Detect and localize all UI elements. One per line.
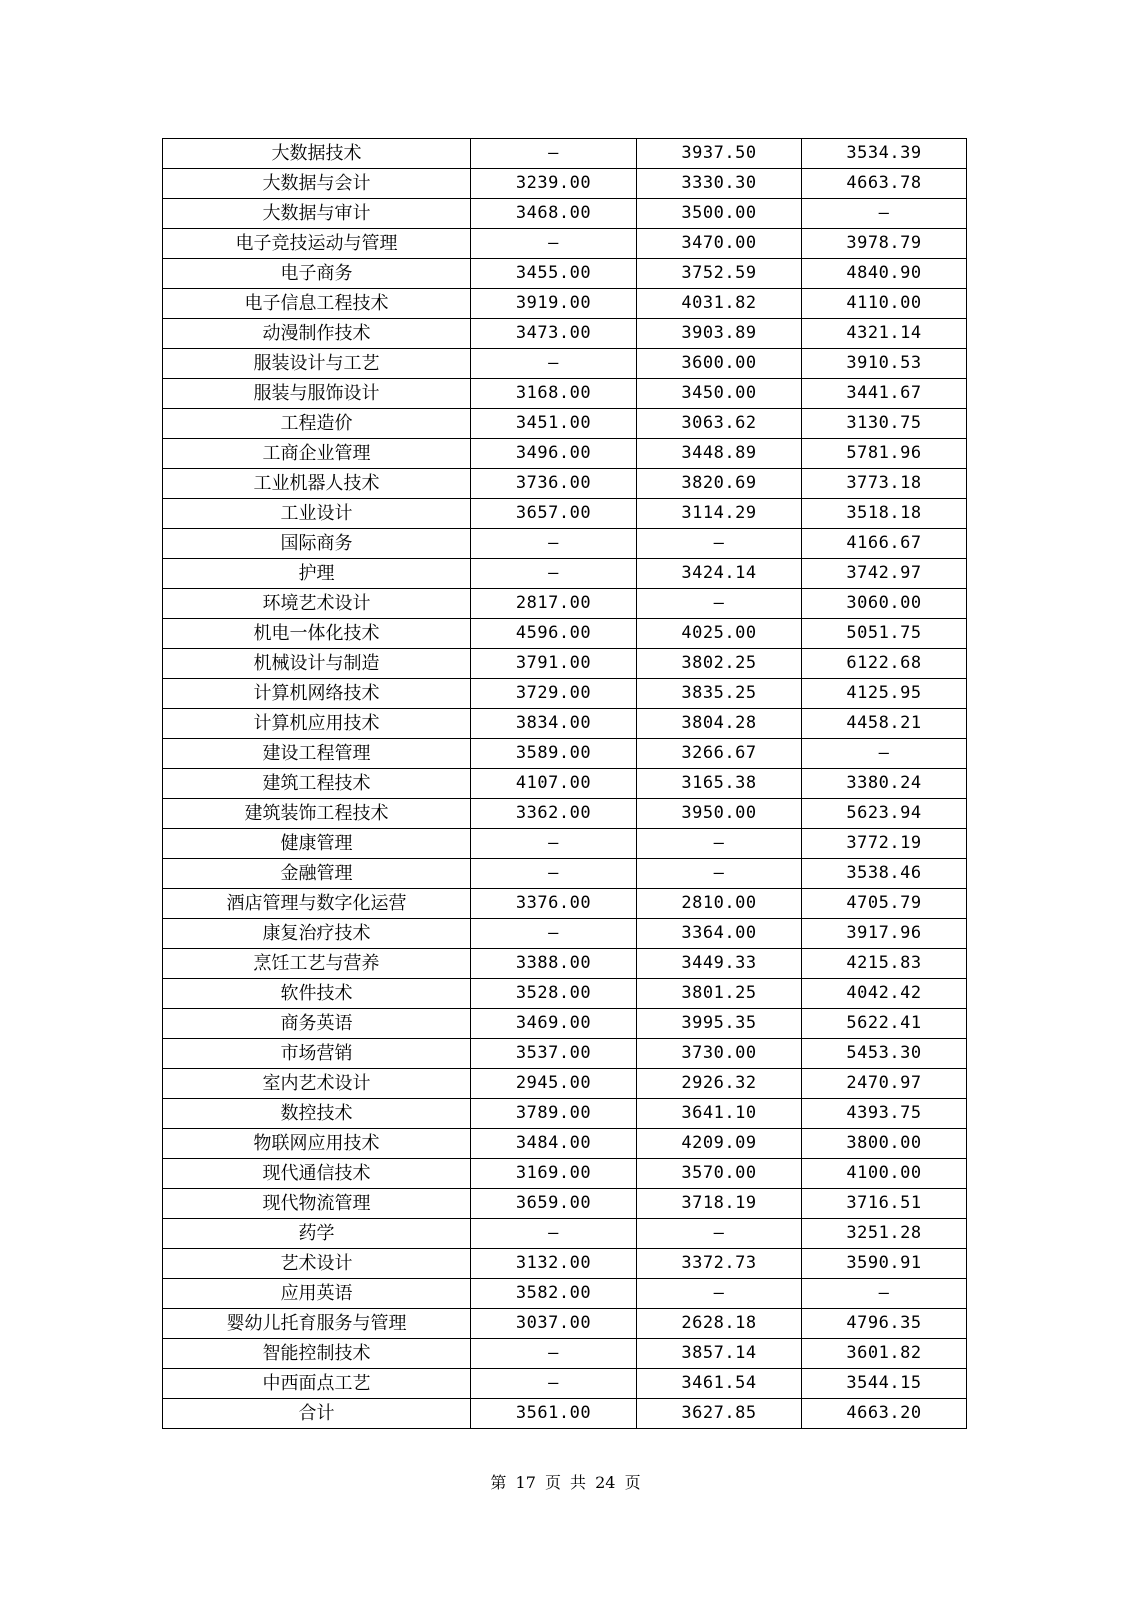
value-cell-col-4: 3742.97 (802, 559, 967, 589)
value-cell-col-2: 3469.00 (471, 1009, 637, 1039)
value-cell-col-2: 3537.00 (471, 1039, 637, 1069)
major-name-cell: 机电一体化技术 (163, 619, 471, 649)
table-row (163, 259, 967, 289)
major-name-cell: 护理 (163, 559, 471, 589)
value-cell-col-2: – (471, 529, 637, 559)
table-row (163, 229, 967, 259)
value-cell-col-3: 3718.19 (637, 1189, 802, 1219)
value-cell-col-4: 4215.83 (802, 949, 967, 979)
value-cell-col-2: 3168.00 (471, 379, 637, 409)
table-row (163, 829, 967, 859)
value-cell-col-3: 3995.35 (637, 1009, 802, 1039)
value-cell-col-2: 3239.00 (471, 169, 637, 199)
value-cell-col-2: – (471, 139, 637, 169)
major-name-cell: 烹饪工艺与营养 (163, 949, 471, 979)
value-cell-col-4: 3590.91 (802, 1249, 967, 1279)
major-name-cell: 动漫制作技术 (163, 319, 471, 349)
major-name-cell: 工业机器人技术 (163, 469, 471, 499)
value-cell-col-4: 3544.15 (802, 1369, 967, 1399)
table-row (163, 439, 967, 469)
value-cell-col-2: 3496.00 (471, 439, 637, 469)
table-row (163, 949, 967, 979)
table-row (163, 1219, 967, 1249)
value-cell-col-4: 4321.14 (802, 319, 967, 349)
value-cell-col-4: 3910.53 (802, 349, 967, 379)
value-cell-col-2: 4596.00 (471, 619, 637, 649)
value-cell-col-2: – (471, 229, 637, 259)
major-name-cell: 现代物流管理 (163, 1189, 471, 1219)
value-cell-col-3: 3641.10 (637, 1099, 802, 1129)
major-name-cell: 建筑装饰工程技术 (163, 799, 471, 829)
value-cell-col-4: – (802, 1279, 967, 1309)
value-cell-col-4: 2470.97 (802, 1069, 967, 1099)
value-cell-col-3: 3114.29 (637, 499, 802, 529)
major-name-cell: 中西面点工艺 (163, 1369, 471, 1399)
value-cell-col-2: 3789.00 (471, 1099, 637, 1129)
value-cell-col-2: 2945.00 (471, 1069, 637, 1099)
major-name-cell: 服装与服饰设计 (163, 379, 471, 409)
table-row (163, 859, 967, 889)
value-cell-col-3: 3450.00 (637, 379, 802, 409)
value-cell-col-3: – (637, 859, 802, 889)
page-number-footer: 第 17 页 共 24 页 (490, 1473, 641, 1492)
table-row (163, 1279, 967, 1309)
major-name-cell: 工程造价 (163, 409, 471, 439)
table-row (163, 889, 967, 919)
value-cell-col-3: 3903.89 (637, 319, 802, 349)
value-cell-col-2: 3169.00 (471, 1159, 637, 1189)
major-name-cell: 机械设计与制造 (163, 649, 471, 679)
value-cell-col-2: 3589.00 (471, 739, 637, 769)
major-name-cell: 物联网应用技术 (163, 1129, 471, 1159)
value-cell-col-4: 4663.78 (802, 169, 967, 199)
value-cell-col-2: 4107.00 (471, 769, 637, 799)
value-cell-col-4: 3601.82 (802, 1339, 967, 1369)
value-cell-col-2: 3376.00 (471, 889, 637, 919)
value-cell-col-4: 4042.42 (802, 979, 967, 1009)
value-cell-col-2: 3455.00 (471, 259, 637, 289)
value-cell-col-3: – (637, 1279, 802, 1309)
value-cell-col-3: 3752.59 (637, 259, 802, 289)
table-row (163, 1009, 967, 1039)
value-cell-col-2: 3528.00 (471, 979, 637, 1009)
value-cell-col-2: – (471, 1219, 637, 1249)
major-name-cell: 大数据与审计 (163, 199, 471, 229)
value-cell-col-4: 3978.79 (802, 229, 967, 259)
major-name-cell: 电子商务 (163, 259, 471, 289)
major-name-cell: 大数据与会计 (163, 169, 471, 199)
major-name-cell: 大数据技术 (163, 139, 471, 169)
value-cell-col-3: – (637, 529, 802, 559)
table-row (163, 319, 967, 349)
major-name-cell: 市场营销 (163, 1039, 471, 1069)
value-cell-col-4: 3441.67 (802, 379, 967, 409)
major-name-cell: 计算机应用技术 (163, 709, 471, 739)
table-row (163, 919, 967, 949)
value-cell-col-2: 3484.00 (471, 1129, 637, 1159)
value-cell-col-2: 2817.00 (471, 589, 637, 619)
table-row (163, 709, 967, 739)
major-name-cell: 应用英语 (163, 1279, 471, 1309)
value-cell-col-2: – (471, 1369, 637, 1399)
table-row (163, 409, 967, 439)
table-row (163, 739, 967, 769)
table-row (163, 679, 967, 709)
table-row (163, 349, 967, 379)
value-cell-col-3: 3937.50 (637, 139, 802, 169)
value-cell-col-2: 3919.00 (471, 289, 637, 319)
major-name-cell: 现代通信技术 (163, 1159, 471, 1189)
value-cell-col-2: – (471, 859, 637, 889)
value-cell-col-4: – (802, 199, 967, 229)
table-row (163, 199, 967, 229)
value-cell-col-3: 3448.89 (637, 439, 802, 469)
major-name-cell: 药学 (163, 1219, 471, 1249)
table-row (163, 499, 967, 529)
major-name-cell: 数控技术 (163, 1099, 471, 1129)
value-cell-col-4: 3130.75 (802, 409, 967, 439)
value-cell-col-4: 3772.19 (802, 829, 967, 859)
value-cell-col-3: 3063.62 (637, 409, 802, 439)
value-cell-col-3: 3165.38 (637, 769, 802, 799)
table-row (163, 1309, 967, 1339)
value-cell-col-4: 4100.00 (802, 1159, 967, 1189)
value-cell-col-4: 3060.00 (802, 589, 967, 619)
value-cell-col-4: 5622.41 (802, 1009, 967, 1039)
table-row (163, 799, 967, 829)
value-cell-col-2: 3659.00 (471, 1189, 637, 1219)
major-name-cell: 康复治疗技术 (163, 919, 471, 949)
table-row (163, 649, 967, 679)
value-cell-col-3: 3801.25 (637, 979, 802, 1009)
value-cell-col-2: 3388.00 (471, 949, 637, 979)
table-row (163, 769, 967, 799)
value-cell-col-3: 3627.85 (637, 1399, 802, 1429)
table-row (163, 289, 967, 319)
table-row (163, 1249, 967, 1279)
major-name-cell: 计算机网络技术 (163, 679, 471, 709)
value-cell-col-4: 4458.21 (802, 709, 967, 739)
table-row (163, 1189, 967, 1219)
value-cell-col-2: 3582.00 (471, 1279, 637, 1309)
value-cell-col-3: 3424.14 (637, 559, 802, 589)
major-name-cell: 服装设计与工艺 (163, 349, 471, 379)
value-cell-col-4: 3716.51 (802, 1189, 967, 1219)
table-row (163, 1369, 967, 1399)
value-cell-col-4: 5623.94 (802, 799, 967, 829)
value-cell-col-4: 4393.75 (802, 1099, 967, 1129)
table-row (163, 1399, 967, 1429)
major-name-cell: 电子信息工程技术 (163, 289, 471, 319)
value-cell-col-2: 3657.00 (471, 499, 637, 529)
table-row (163, 1129, 967, 1159)
table-row (163, 619, 967, 649)
value-cell-col-4: 4663.20 (802, 1399, 967, 1429)
table-row (163, 1159, 967, 1189)
value-cell-col-3: 4209.09 (637, 1129, 802, 1159)
major-name-cell: 环境艺术设计 (163, 589, 471, 619)
value-cell-col-3: 2926.32 (637, 1069, 802, 1099)
value-cell-col-3: 2628.18 (637, 1309, 802, 1339)
value-cell-col-2: 3132.00 (471, 1249, 637, 1279)
major-name-cell: 商务英语 (163, 1009, 471, 1039)
value-cell-col-4: 3251.28 (802, 1219, 967, 1249)
value-cell-col-3: 3804.28 (637, 709, 802, 739)
major-name-cell: 工商企业管理 (163, 439, 471, 469)
table-row (163, 1039, 967, 1069)
value-cell-col-3: 3461.54 (637, 1369, 802, 1399)
value-cell-col-4: 3534.39 (802, 139, 967, 169)
value-cell-col-4: 4166.67 (802, 529, 967, 559)
salary-table-body (163, 139, 967, 1429)
value-cell-col-4: – (802, 739, 967, 769)
value-cell-col-3: 3364.00 (637, 919, 802, 949)
salary-table (162, 138, 967, 1429)
value-cell-col-3: 3950.00 (637, 799, 802, 829)
table-row (163, 1339, 967, 1369)
major-name-cell: 室内艺术设计 (163, 1069, 471, 1099)
value-cell-col-3: 3730.00 (637, 1039, 802, 1069)
value-cell-col-4: 3800.00 (802, 1129, 967, 1159)
table-row (163, 469, 967, 499)
value-cell-col-4: 4705.79 (802, 889, 967, 919)
value-cell-col-4: 3773.18 (802, 469, 967, 499)
major-name-cell: 智能控制技术 (163, 1339, 471, 1369)
table-row (163, 139, 967, 169)
value-cell-col-2: 3037.00 (471, 1309, 637, 1339)
value-cell-col-2: 3561.00 (471, 1399, 637, 1429)
value-cell-col-4: 3380.24 (802, 769, 967, 799)
value-cell-col-4: 4110.00 (802, 289, 967, 319)
value-cell-col-3: 3449.33 (637, 949, 802, 979)
value-cell-col-3: 3372.73 (637, 1249, 802, 1279)
major-name-cell: 婴幼儿托育服务与管理 (163, 1309, 471, 1339)
table-row (163, 1069, 967, 1099)
value-cell-col-3: 3857.14 (637, 1339, 802, 1369)
value-cell-col-2: 3451.00 (471, 409, 637, 439)
table-row (163, 559, 967, 589)
value-cell-col-3: 3802.25 (637, 649, 802, 679)
table-row (163, 589, 967, 619)
major-name-cell: 艺术设计 (163, 1249, 471, 1279)
value-cell-col-3: 4031.82 (637, 289, 802, 319)
value-cell-col-4: 4125.95 (802, 679, 967, 709)
value-cell-col-3: – (637, 589, 802, 619)
table-row (163, 1099, 967, 1129)
value-cell-col-4: 5453.30 (802, 1039, 967, 1069)
table-row (163, 979, 967, 1009)
value-cell-col-3: 3820.69 (637, 469, 802, 499)
value-cell-col-4: 3538.46 (802, 859, 967, 889)
value-cell-col-3: 3330.30 (637, 169, 802, 199)
major-name-cell: 酒店管理与数字化运营 (163, 889, 471, 919)
value-cell-col-3: 3570.00 (637, 1159, 802, 1189)
value-cell-col-4: 4840.90 (802, 259, 967, 289)
value-cell-col-3: 3500.00 (637, 199, 802, 229)
value-cell-col-4: 3518.18 (802, 499, 967, 529)
value-cell-col-2: 3473.00 (471, 319, 637, 349)
value-cell-col-3: 2810.00 (637, 889, 802, 919)
value-cell-col-3: 3470.00 (637, 229, 802, 259)
value-cell-col-3: – (637, 829, 802, 859)
value-cell-col-2: – (471, 919, 637, 949)
value-cell-col-3: 4025.00 (637, 619, 802, 649)
table-row (163, 379, 967, 409)
value-cell-col-4: 6122.68 (802, 649, 967, 679)
value-cell-col-3: – (637, 1219, 802, 1249)
value-cell-col-2: 3468.00 (471, 199, 637, 229)
major-name-cell: 建筑工程技术 (163, 769, 471, 799)
value-cell-col-4: 5051.75 (802, 619, 967, 649)
major-name-cell: 电子竞技运动与管理 (163, 229, 471, 259)
value-cell-col-2: 3729.00 (471, 679, 637, 709)
value-cell-col-2: 3362.00 (471, 799, 637, 829)
value-cell-col-4: 5781.96 (802, 439, 967, 469)
value-cell-col-3: 3600.00 (637, 349, 802, 379)
value-cell-col-2: 3834.00 (471, 709, 637, 739)
value-cell-col-2: 3791.00 (471, 649, 637, 679)
major-name-cell: 国际商务 (163, 529, 471, 559)
major-name-cell: 工业设计 (163, 499, 471, 529)
value-cell-col-3: 3835.25 (637, 679, 802, 709)
major-name-cell: 软件技术 (163, 979, 471, 1009)
table-row (163, 169, 967, 199)
value-cell-col-2: – (471, 349, 637, 379)
value-cell-col-4: 4796.35 (802, 1309, 967, 1339)
value-cell-col-4: 3917.96 (802, 919, 967, 949)
major-name-cell: 金融管理 (163, 859, 471, 889)
value-cell-col-2: – (471, 829, 637, 859)
value-cell-col-2: – (471, 559, 637, 589)
value-cell-col-2: – (471, 1339, 637, 1369)
value-cell-col-3: 3266.67 (637, 739, 802, 769)
major-name-cell: 合计 (163, 1399, 471, 1429)
table-row (163, 529, 967, 559)
value-cell-col-2: 3736.00 (471, 469, 637, 499)
major-name-cell: 建设工程管理 (163, 739, 471, 769)
major-name-cell: 健康管理 (163, 829, 471, 859)
